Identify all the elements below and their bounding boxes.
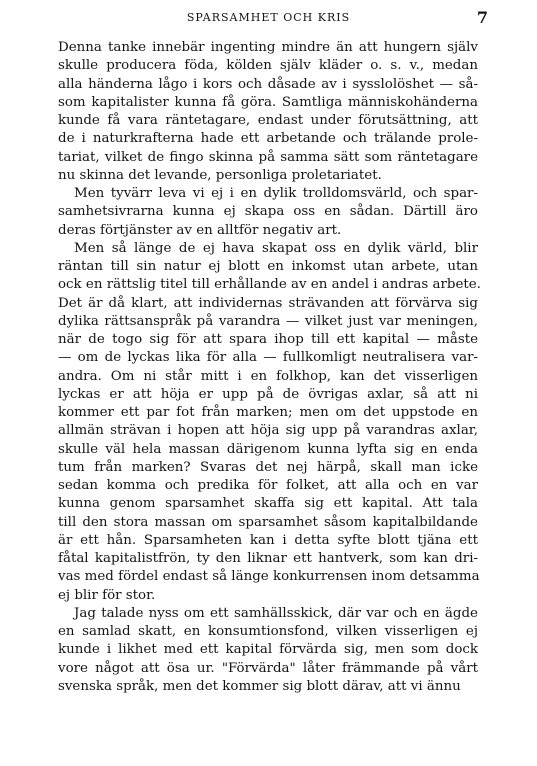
text-line: nu skinna det levande, personliga proletariatet. [58,167,382,183]
text-line: tariat, vilket de fingo skinna på samma sätt som räntetagare [58,149,478,165]
paragraph [58,605,478,696]
text-line: de i naturkrafterna hade ett arbetande och trälande prole- [58,131,478,147]
text-line: — om de lyckas lika för alla — fullkomligt neutralisera var- [58,350,478,366]
text-line: Men så länge de ej hava skapat oss en dylik värld, blir [74,240,478,256]
text-line: ock en rättslig titel till erhållande av en andel i andras arbete. [58,277,481,293]
paragraph [58,185,478,240]
text-line: skulle väl hela massan därigenom kunna lyfta sig en enda [58,441,478,457]
body-text [58,39,481,696]
text-line: Denna tanke innebär ingenting mindre än att hungern själv [58,40,478,55]
text-line: en samlad skatt, en konsumtionsfond, vilken visserligen ej [58,624,478,639]
text-line: samhetsivrarna kunna ej skapa oss en sådan. Därtill äro [58,204,478,220]
text-line: vore något att ösa ur. "Förvärda" låter främmande på vårt [58,660,478,676]
text-line: kunna genom sparsamhet skaffa sig ett kapital. Att tala [58,496,478,512]
running-title: SPARSAMHET OCH KRIS [186,11,351,24]
text-line: Det är då klart, att individernas strävanden att förvärva sig [58,295,478,311]
text-line: alla händerna lågo i kors och dåsade av i sysslolöshet — så- [58,76,478,92]
text-line: skulle producera föda, kölden själv kläder o. s. v., medan [58,58,478,74]
text-line: är ett hån. Sparsamheten kan i detta syfte blott tjäna ett [58,532,478,548]
text-line: andra. Om ni står mitt i en folkhop, kan det visserligen [58,368,478,384]
text-line: Men tyvärr leva vi ej i en dylik trolldomsvärld, och spar- [74,186,478,201]
text-line: ej blir för stor. [58,587,156,603]
text-line: till den stora massan om sparsamhet såsom kapitalbildande [58,514,478,530]
page-header [0,8,537,30]
text-line: vas med fördel endast så länge konkurrensen inom detsamma [58,569,480,585]
text-line: kommer ett par fot från marken; men om det uppstode en [58,405,478,420]
text-line: när de togo sig för att spara ihop till ett kapital — måste [58,332,478,347]
text-line: allmän strävan i hopen att höja sig upp på varandras axlar, [58,423,478,439]
paragraph [58,39,478,185]
page-number: 7 [476,8,488,27]
text-line: tum från marken? Svaras det nej härpå, skall man icke [58,459,478,475]
text-line: som kapitalister kunna få göra. Samtliga människohänderna [58,94,478,110]
paragraph [58,240,481,605]
text-line: kunde i likhet med ett kapital förvärda sig, men som dock [58,642,478,658]
text-line: sedan komma och predika för folket, att alla och en var [58,478,478,493]
text-line: kunde få vara räntetagare, endast under förutsättning, att [58,113,478,128]
text-line: lyckas er att höja er upp på de övrigas axlar, så att ni [58,386,478,402]
text-line: svenska språk, men det kommer sig blott därav, att vi ännu [58,678,461,694]
text-line: dylika rättsanspråk på varandra — vilket just var meningen, [58,313,478,329]
text-line: fåtal kapitalistfrön, ty den liknar ett hantverk, som kan dri- [58,551,478,566]
text-line: Jag talade nyss om ett samhällsskick, där var och en ägde [74,605,478,621]
text-line: räntan till sin natur ej blott en inkomst utan arbete, utan [58,259,478,274]
text-line: deras förtjänster av en alltför negativ art. [58,222,342,238]
